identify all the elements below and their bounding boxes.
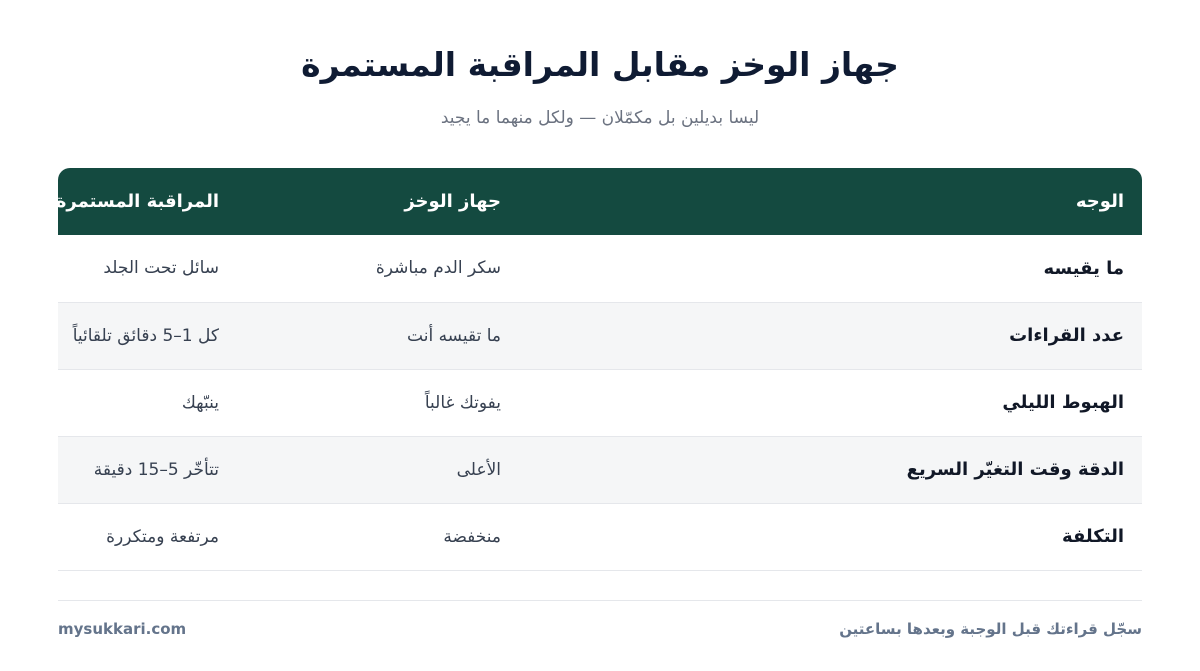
page-title: جهاز الوخز مقابل المراقبة المستمرة: [301, 45, 899, 84]
row-meter: الأعلى: [456, 459, 501, 480]
header-aspect: الوجه: [1075, 191, 1124, 212]
row-meter: منخفضة: [443, 526, 501, 547]
row-aspect: الهبوط الليلي: [1002, 392, 1124, 413]
table-header-row: [58, 168, 1142, 235]
header-meter: جهاز الوخز: [404, 191, 501, 212]
table-row: [58, 503, 1142, 570]
footer-note: سجّل قراءتك قبل الوجبة وبعدها بساعتين: [839, 620, 1142, 638]
table-row: [58, 369, 1142, 436]
row-meter: سكر الدم مباشرة: [375, 258, 501, 279]
footer-divider: [58, 600, 1142, 601]
table-row: [58, 302, 1142, 369]
table-row: [58, 235, 1142, 302]
row-meter: ما تقيسه أنت: [407, 325, 501, 346]
row-cgm: تتأخّر 5–15 دقيقة: [93, 459, 219, 480]
header-cgm: المراقبة المستمرة: [55, 191, 219, 212]
row-aspect: ما يقيسه: [1043, 257, 1124, 279]
comparison-table: [55, 168, 1142, 571]
row-cgm: ينبّهك: [181, 392, 219, 413]
table-header: [55, 168, 1142, 235]
row-cgm: سائل تحت الجلد: [103, 258, 219, 279]
table-row: [58, 436, 1142, 503]
row-aspect: الدقة وقت التغيّر السريع: [906, 459, 1124, 480]
row-cgm: كل 1–5 دقائق تلقائياً: [72, 325, 219, 346]
table-body: [58, 235, 1142, 570]
page-subtitle: ليسا بديلين بل مكمّلان — ولكل منهما ما يجيد: [440, 108, 760, 128]
row-meter: يفوتك غالباً: [424, 392, 501, 413]
footer-site-link[interactable]: mysukkari.com: [58, 620, 187, 638]
row-aspect: عدد القراءات: [1009, 325, 1124, 346]
row-aspect: التكلفة: [1062, 526, 1124, 547]
row-cgm: مرتفعة ومتكررة: [106, 526, 219, 547]
